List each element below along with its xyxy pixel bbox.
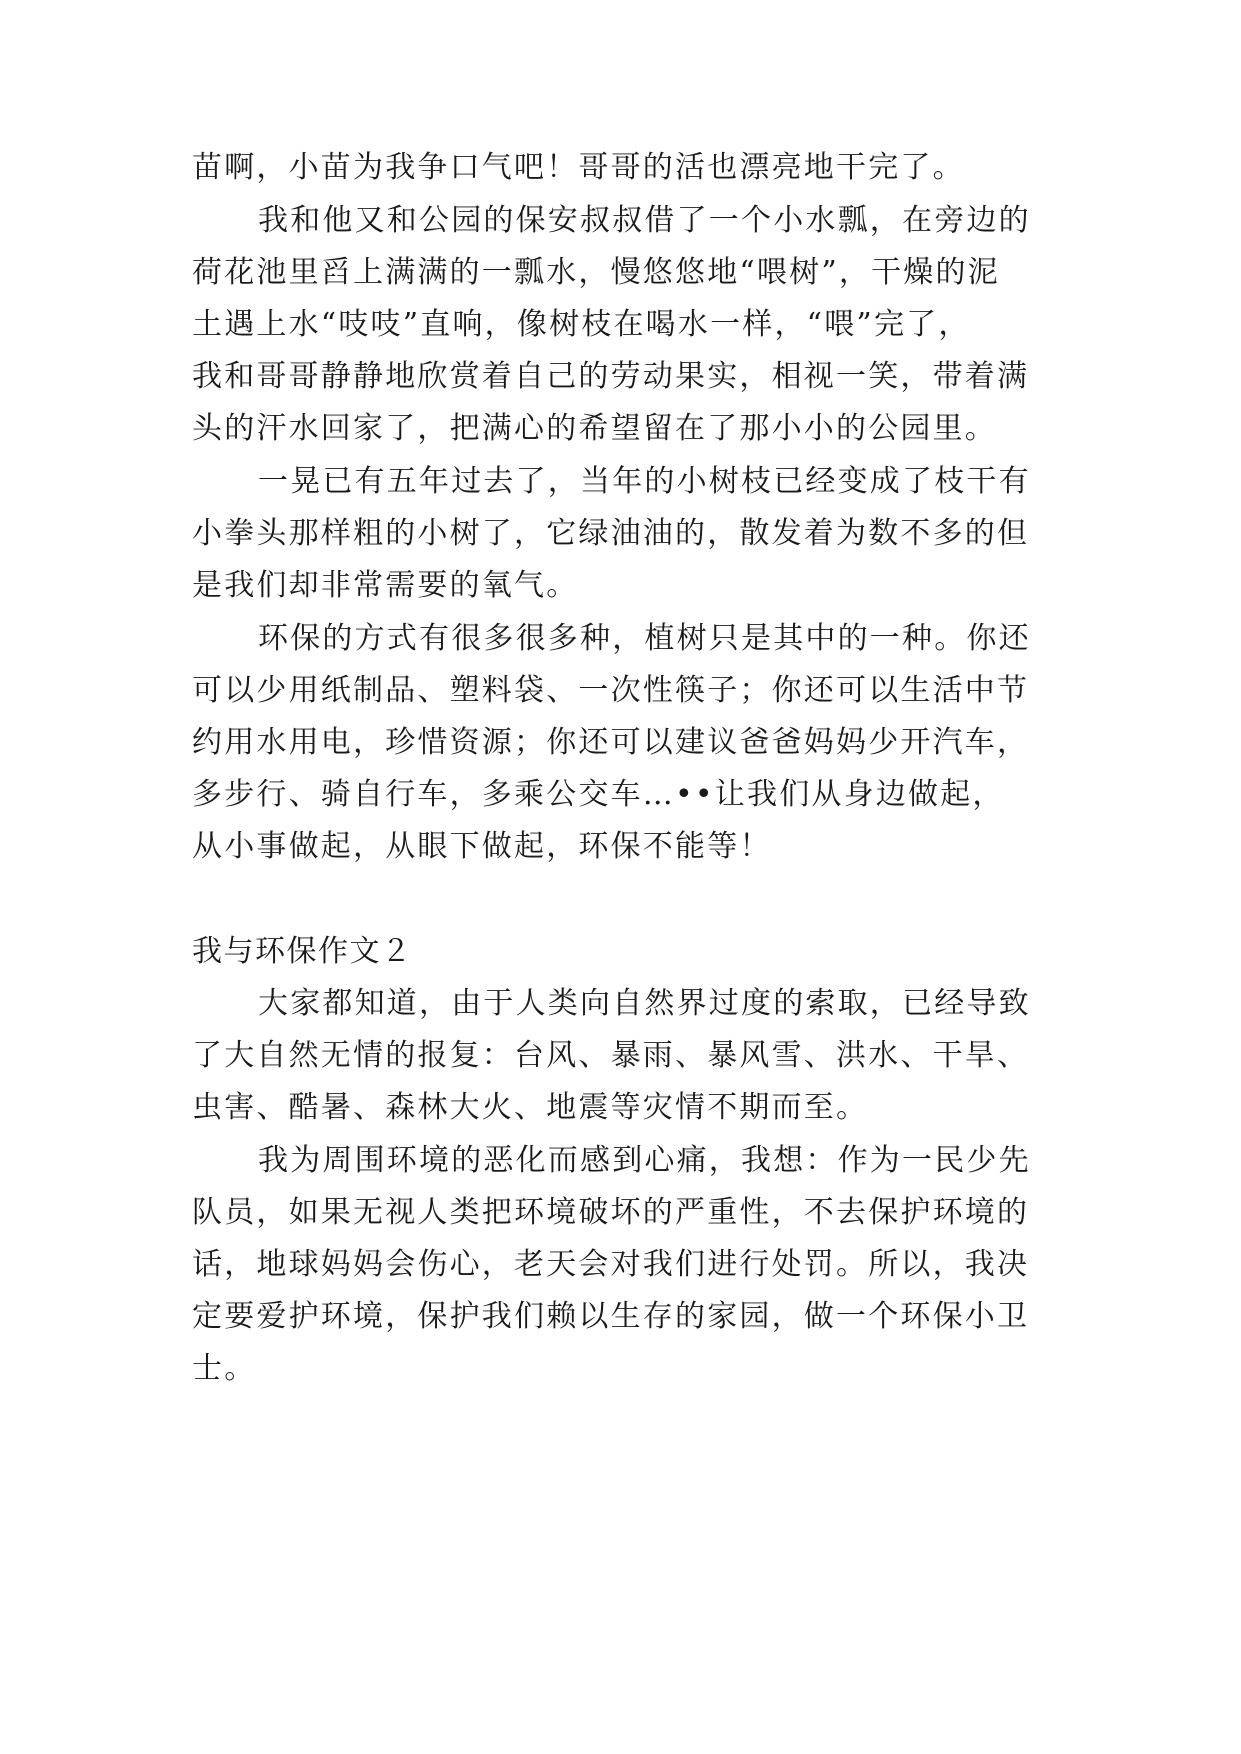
paragraph-line: 苗啊，小苗为我争口气吧！哥哥的活也漂亮地干完了。 (192, 150, 965, 185)
paragraph-line: 约用水用电，珍惜资源；你还可以建议爸爸妈妈少开汽车， (192, 725, 1030, 760)
paragraph-line: 从小事做起，从眼下做起，环保不能等！ (192, 829, 772, 864)
paragraph-line: 队员，如果无视人类把环境破坏的严重性，不去保护环境的 (192, 1195, 1030, 1230)
paragraph-line: 小拳头那样粗的小树了，它绿油油的，散发着为数不多的但 (192, 516, 1030, 551)
paragraph-line: 环保的方式有很多很多种，植树只是其中的一种。你还 (258, 621, 1031, 656)
paragraph-line: 一晃已有五年过去了，当年的小树枝已经变成了枝干有 (258, 464, 1031, 499)
paragraph-line: 荷花池里舀上满满的一瓢水，慢悠悠地“喂树”，干燥的泥 (192, 255, 1000, 290)
paragraph-line: 定要爱护环境，保护我们赖以生存的家园，做一个环保小卫 (192, 1299, 1030, 1334)
paragraph-line: 头的汗水回家了，把满心的希望留在了那小小的公园里。 (192, 411, 997, 446)
paragraph-line: 多步行、骑自行车，多乘公交车…••让我们从身边做起， (192, 777, 1005, 812)
paragraph-line: 虫害、酷暑、森林大火、地震等灾情不期而至。 (192, 1090, 869, 1125)
paragraph-line: 我和他又和公园的保安叔叔借了一个小水瓢，在旁边的 (258, 203, 1031, 238)
paragraph-line: 话，地球妈妈会伤心，老天会对我们进行处罚。所以，我决 (192, 1247, 1030, 1282)
paragraph-line: 士。 (192, 1351, 257, 1386)
section-heading: 我与环保作文２ (192, 934, 413, 969)
paragraph-line: 是我们却非常需要的氧气。 (192, 568, 579, 603)
paragraph-line: 我和哥哥静静地欣赏着自己的劳动果实，相视一笑，带着满 (192, 359, 1030, 394)
paragraph-line: 大家都知道，由于人类向自然界过度的索取，已经导致 (258, 986, 1031, 1021)
paragraph-line: 可以少用纸制品、塑料袋、一次性筷子；你还可以生活中节 (192, 673, 1030, 708)
paragraph-line: 我为周围环境的恶化而感到心痛，我想：作为一民少先 (258, 1143, 1031, 1178)
paragraph-line: 了大自然无情的报复：台风、暴雨、暴风雪、洪水、干旱、 (192, 1038, 1030, 1073)
paragraph-line: 土遇上水“吱吱”直响，像树枝在喝水一样，“喂”完了， (192, 307, 971, 342)
